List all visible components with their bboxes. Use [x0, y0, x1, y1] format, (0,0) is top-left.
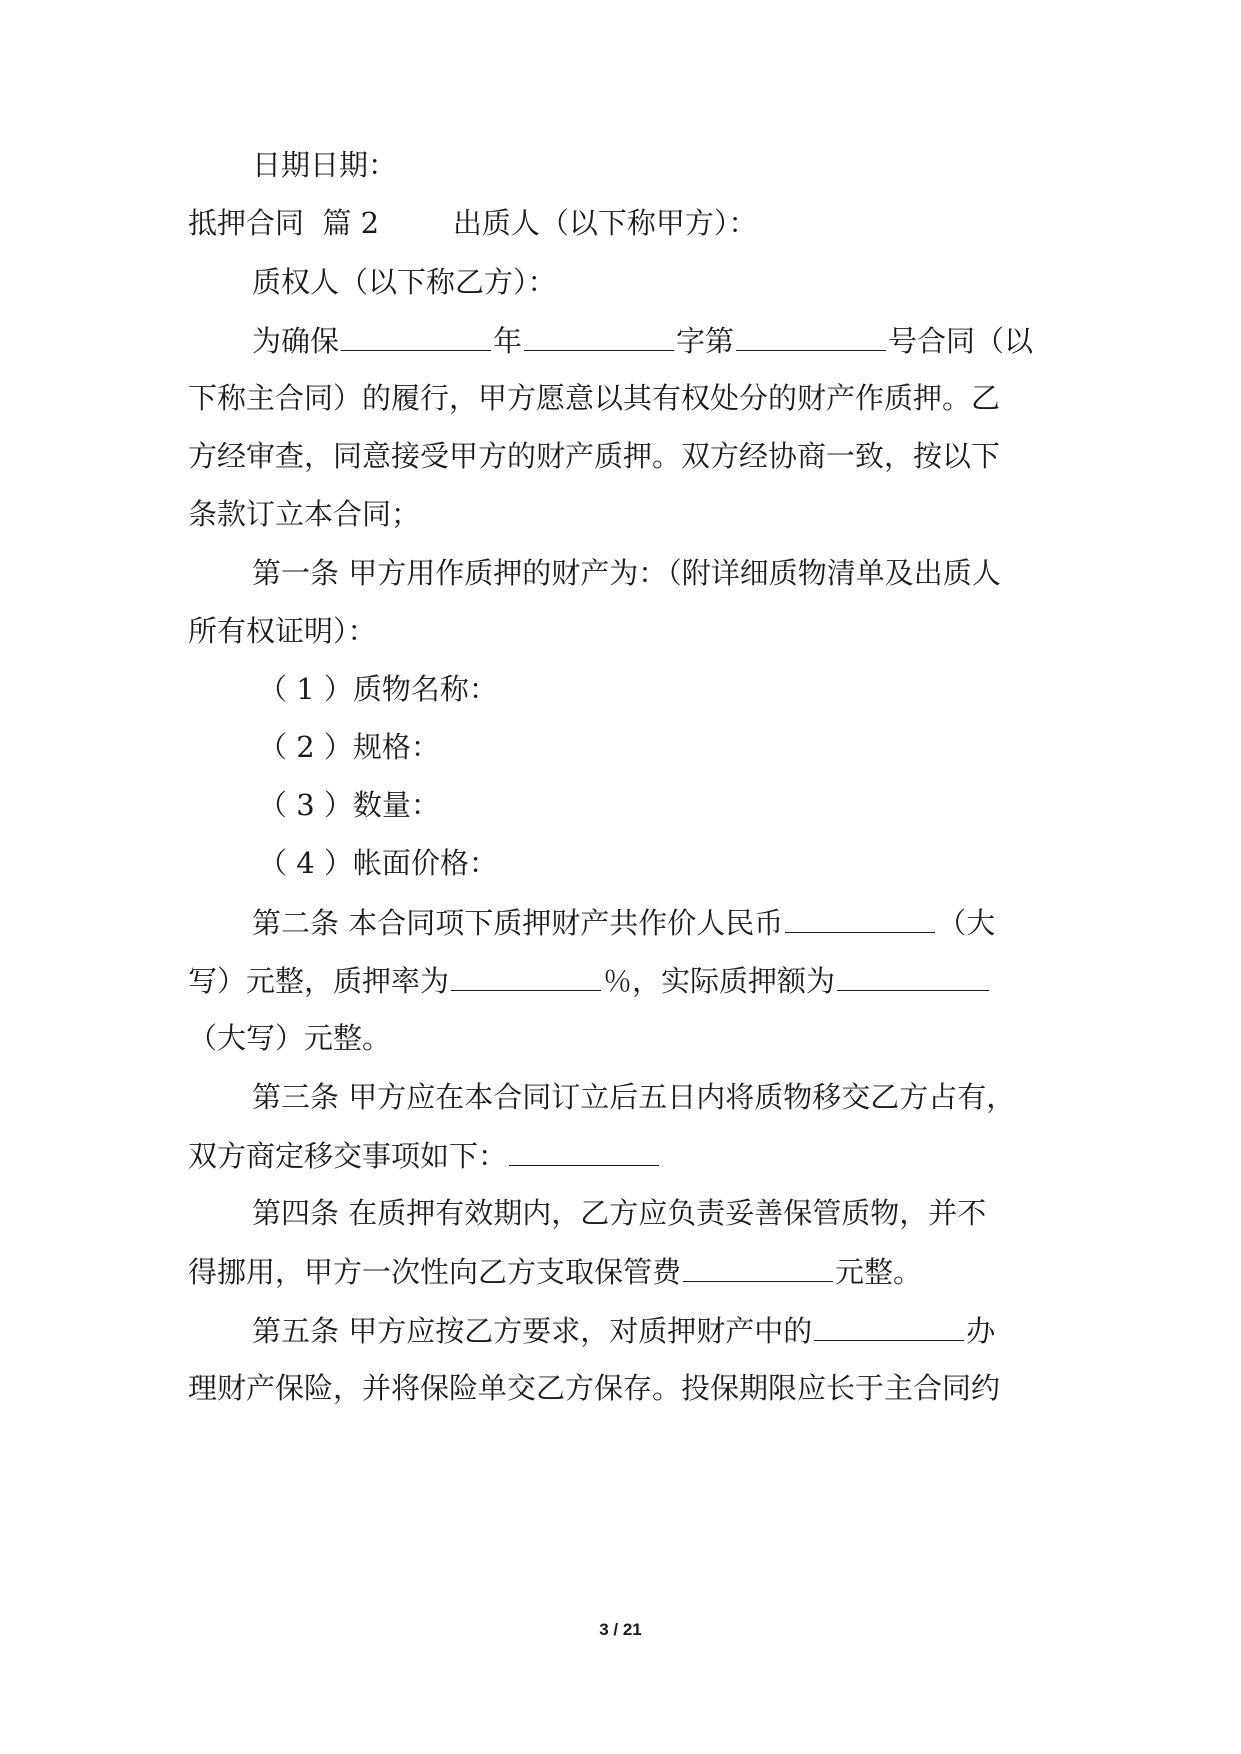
- article-5-line1: [252, 1310, 995, 1351]
- text: 双方商定移交事项如下：: [188, 1139, 508, 1173]
- article-1-item-3: （ 3 ）数量：: [258, 788, 440, 822]
- text: ％，实际质押额为: [603, 964, 836, 998]
- fill-blank: [814, 1310, 964, 1341]
- paragraph-intro-line2: 下称主合同）的履行，甲方愿意以其有权处分的财产作质押。乙: [188, 381, 1001, 415]
- text: 写）元整，质押率为: [188, 964, 450, 998]
- date-line: 日期日期：: [252, 148, 398, 182]
- text: 号合同（以: [888, 324, 1034, 358]
- pledgee-line: 质权人（以下称乙方）：: [252, 265, 557, 299]
- text: 为确保: [252, 324, 340, 358]
- fill-blank: [837, 960, 989, 991]
- text: 第二条 本合同项下质押财产共作价人民币: [252, 906, 784, 940]
- article-1-item-4: （ 4 ）帐面价格：: [258, 846, 498, 880]
- text: 办: [966, 1314, 996, 1348]
- fill-blank: [683, 1251, 833, 1282]
- paragraph-intro-line3: 方经审查，同意接受甲方的财产质押。双方经协商一致，按以下: [188, 439, 1001, 473]
- article-1-line2: 所有权证明）：: [188, 614, 377, 648]
- text: 元整。: [835, 1255, 923, 1289]
- fill-blank: [524, 320, 674, 351]
- text: 字第: [676, 324, 735, 358]
- paragraph-intro-line4: 条款订立本合同；: [188, 497, 421, 531]
- article-2-line2: [188, 960, 991, 1001]
- text: 年: [493, 324, 523, 358]
- article-1-item-1: （ 1 ）质物名称：: [258, 672, 498, 706]
- fill-blank: [451, 960, 601, 991]
- article-1-line1: 第一条 甲方用作质押的财产为：（附详细质物清单及出质人: [252, 556, 1001, 590]
- article-4-line1: 第四条 在质押有效期内，乙方应负责妥善保管质物，并不: [252, 1196, 987, 1230]
- fill-blank: [341, 320, 491, 351]
- text: （大: [937, 906, 996, 940]
- page-number: 3 / 21: [599, 1620, 642, 1639]
- article-4-line2: [188, 1251, 922, 1292]
- paragraph-intro-line1: [252, 320, 1033, 361]
- text: 第五条 甲方应按乙方要求，对质押财产中的: [252, 1314, 813, 1348]
- article-2-line3: （大写）元整。: [188, 1021, 392, 1055]
- article-5-line2: 理财产保险，并将保险单交乙方保存。投保期限应长于主合同约: [188, 1371, 1001, 1405]
- title-line: 抵押合同 篇 2 出质人（以下称甲方）：: [188, 206, 758, 240]
- text: 得挪用，甲方一次性向乙方支取保管费: [188, 1255, 682, 1289]
- fill-blank: [736, 320, 886, 351]
- article-1-item-2: （ 2 ）规格：: [258, 730, 440, 764]
- article-2-line1: [252, 902, 995, 943]
- article-3-line2: [188, 1135, 661, 1176]
- fill-blank: [509, 1135, 659, 1166]
- fill-blank: [785, 902, 935, 933]
- article-3-line1: 第三条 甲方应在本合同订立后五日内将质物移交乙方占有，: [252, 1080, 1016, 1114]
